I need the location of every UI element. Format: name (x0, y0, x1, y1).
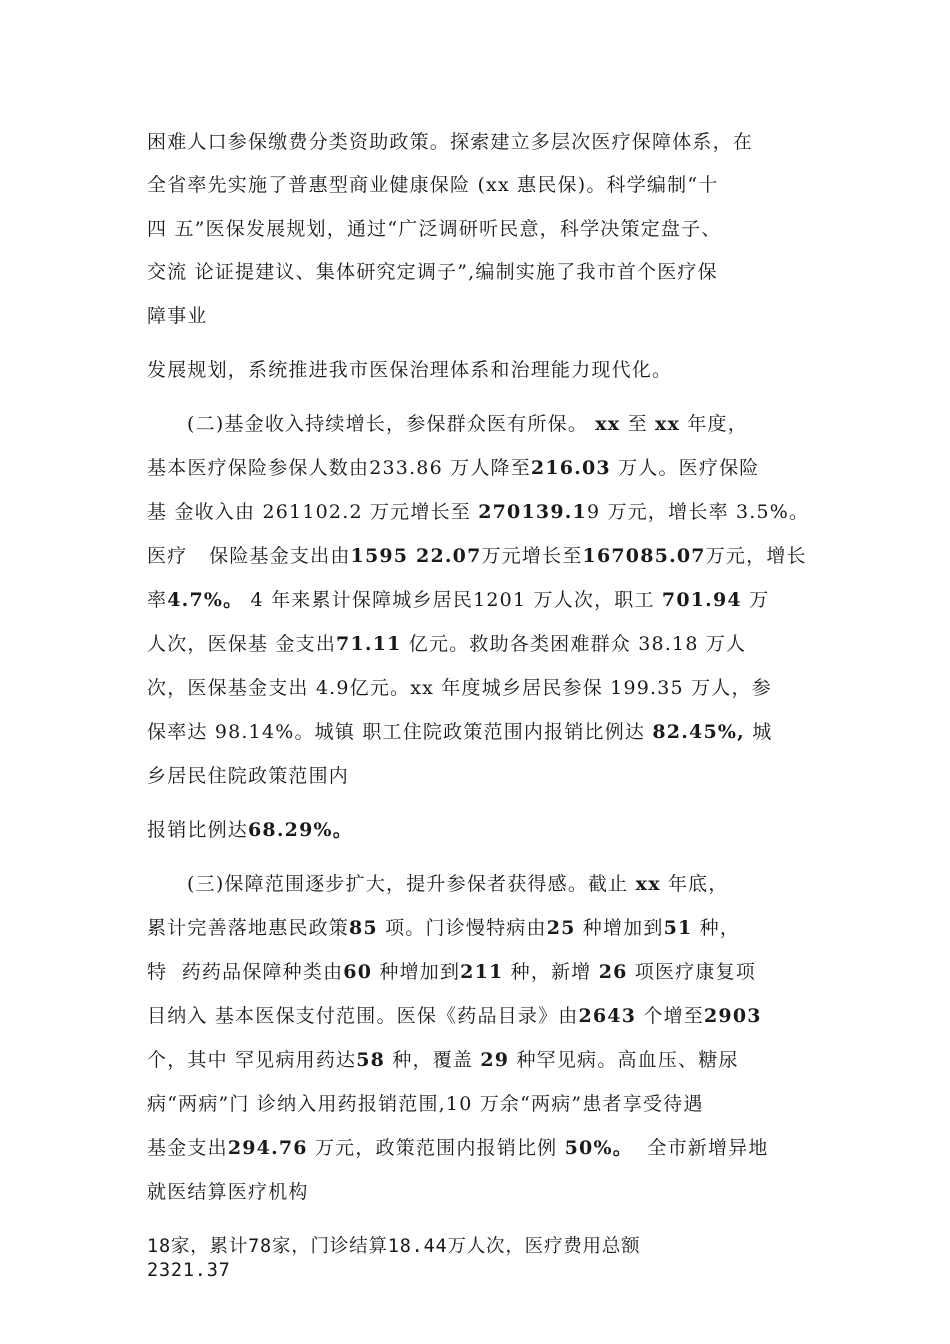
text-run: 万人。医疗保险 (610, 457, 760, 479)
text-run-bold: 68.29%。 (248, 819, 353, 841)
text-run: 种， (692, 917, 741, 939)
text-run-bold: 701.94 (661, 589, 742, 611)
text-line: 交流 论证提建议、集体研究定调子”,编制实施了我市首个医疗保 (147, 261, 718, 283)
text-run-bold: 26 (598, 961, 628, 983)
text-run-bold: 1595 22.07 (350, 545, 482, 567)
text-run-bold: 2643 (578, 1005, 637, 1027)
text-run-bold: 50%。 (564, 1137, 633, 1159)
text-run: 个增至 (636, 1005, 704, 1027)
text-line (147, 1178, 309, 1206)
text-run-bold: 51 (663, 917, 693, 939)
text-line: 四 五”医保发展规划，通过“广泛调研听民意，科学决策定盘子、 (147, 218, 722, 240)
text-line (147, 958, 756, 986)
text-run-bold: 294.76 (227, 1137, 308, 1159)
text-line (147, 454, 759, 482)
text-run: 全市新增异地 (632, 1137, 769, 1159)
text-run-bold: 211 (460, 961, 504, 983)
text-run: 年度， (680, 413, 748, 435)
text-line (147, 1002, 762, 1030)
text-run-bold: 216.03 (530, 457, 611, 479)
text-run: 次，医保基金支出 4.9亿元。xx 年度城乡居民参保 199.35 万人，参 (147, 677, 772, 699)
text-line (147, 762, 349, 790)
text-run-bold: 167085.07 (582, 545, 706, 567)
text-run: 万元，增长 (705, 545, 807, 567)
text-run: 项。门诊慢特病由 (377, 917, 547, 939)
text-run-bold: xx (655, 413, 681, 435)
text-run: 项医疗康复项 (627, 961, 757, 983)
text-run: 亿元。救助各类困难群众 38.18 万人 (401, 633, 747, 655)
text-run-bold: xx (595, 413, 621, 435)
text-run: 医疗 保险基金支出由 (147, 545, 351, 567)
text-run: 乡居民住院政策范围内 (147, 765, 350, 787)
text-run: 基 金收入由 261102.2 万元增长至 (147, 501, 479, 523)
text-run: 病“两病”门 诊纳入用药报销范围,10 万余“两病”患者享受待遇 (147, 1093, 704, 1115)
text-run: 个，其中 罕见病用药达 (147, 1049, 357, 1071)
text-line (147, 1134, 769, 1162)
text-run-bold: 71.11 (336, 633, 402, 655)
text-line (147, 914, 740, 942)
text-run: 保率达 98.14%。城镇 职工住院政策范围内报销比例达 (147, 721, 653, 743)
text-line: 全省率先实施了普惠型商业健康保险 (xx 惠民保)。科学编制“十 (147, 174, 719, 196)
section-heading-line (187, 410, 748, 438)
text-run: 人次，医保基 金支出 (147, 633, 337, 655)
text-line (147, 498, 809, 526)
text-run: 率 (147, 589, 168, 611)
text-run-bold: 2903 (703, 1005, 762, 1027)
text-run-bold: 85 (349, 917, 378, 939)
text-run: 目纳入 基本医保支付范围。医保《药品目录》由 (147, 1005, 579, 1027)
text-run: 种，新增 (503, 961, 599, 983)
text-run: 4 年来累计保障城乡居民1201 万人次，职工 (243, 589, 662, 611)
text-run: 年底， (660, 873, 729, 895)
text-line (147, 674, 772, 702)
text-run-bold: 270139.1 (478, 501, 587, 523)
text-run: 万元增长至 (481, 545, 583, 567)
text-line (147, 1090, 704, 1118)
text-run-bold: 82.45%, (652, 721, 745, 743)
text-line: 2321.37 (147, 1260, 231, 1281)
text-run: 种，覆盖 (385, 1049, 481, 1071)
text-run: 至 (620, 413, 656, 435)
text-run-bold: 25 (546, 917, 576, 939)
text-run: 种增加到 (575, 917, 664, 939)
text-line (147, 542, 807, 570)
text-run-bold: 60 (343, 961, 373, 983)
text-line (147, 630, 746, 658)
text-line (147, 1046, 739, 1074)
text-line: 发展规划，系统推进我市医保治理体系和治理能力现代化。 (147, 359, 673, 381)
text-line: 18家，累计78家，门诊结算18.44万人次，医疗费用总额 (147, 1236, 641, 1257)
text-run: 种罕见病。高血压、糖尿 (509, 1049, 739, 1071)
text-run: 9 万元，增长率 3.5%。 (586, 501, 810, 523)
text-line (147, 586, 769, 614)
section-heading-line (187, 870, 729, 898)
text-run: 种增加到 (372, 961, 461, 983)
text-line (147, 816, 353, 844)
text-run: 基金支出 (147, 1137, 228, 1159)
text-run-bold: 4.7%。 (167, 589, 244, 611)
text-run: 累计完善落地惠民政策 (147, 917, 350, 939)
text-run: 特 药药品保障种类由 (147, 961, 344, 983)
text-run: 万元，政策范围内报销比例 (307, 1137, 565, 1159)
text-run: 就医结算医疗机构 (147, 1181, 309, 1203)
text-run-bold: 29 (480, 1049, 510, 1071)
text-line (147, 718, 772, 746)
text-line: 困难人口参保缴费分类资助政策。探索建立多层次医疗保障体系，在 (147, 131, 754, 153)
text-run-bold: xx (635, 873, 661, 895)
text-run: 基本医疗保险参保人数由233.86 万人降至 (147, 457, 531, 479)
text-run-bold: 58 (356, 1049, 386, 1071)
text-run: 城 (744, 721, 773, 743)
text-run: (三)保障范围逐步扩大，提升参保者获得感。截止 (187, 873, 636, 895)
text-run: (二)基金收入持续增长，参保群众医有所保。 (187, 413, 596, 435)
text-run: 报销比例达 (147, 819, 249, 841)
text-line: 障事业 (147, 305, 208, 327)
text-run: 万 (741, 589, 770, 611)
